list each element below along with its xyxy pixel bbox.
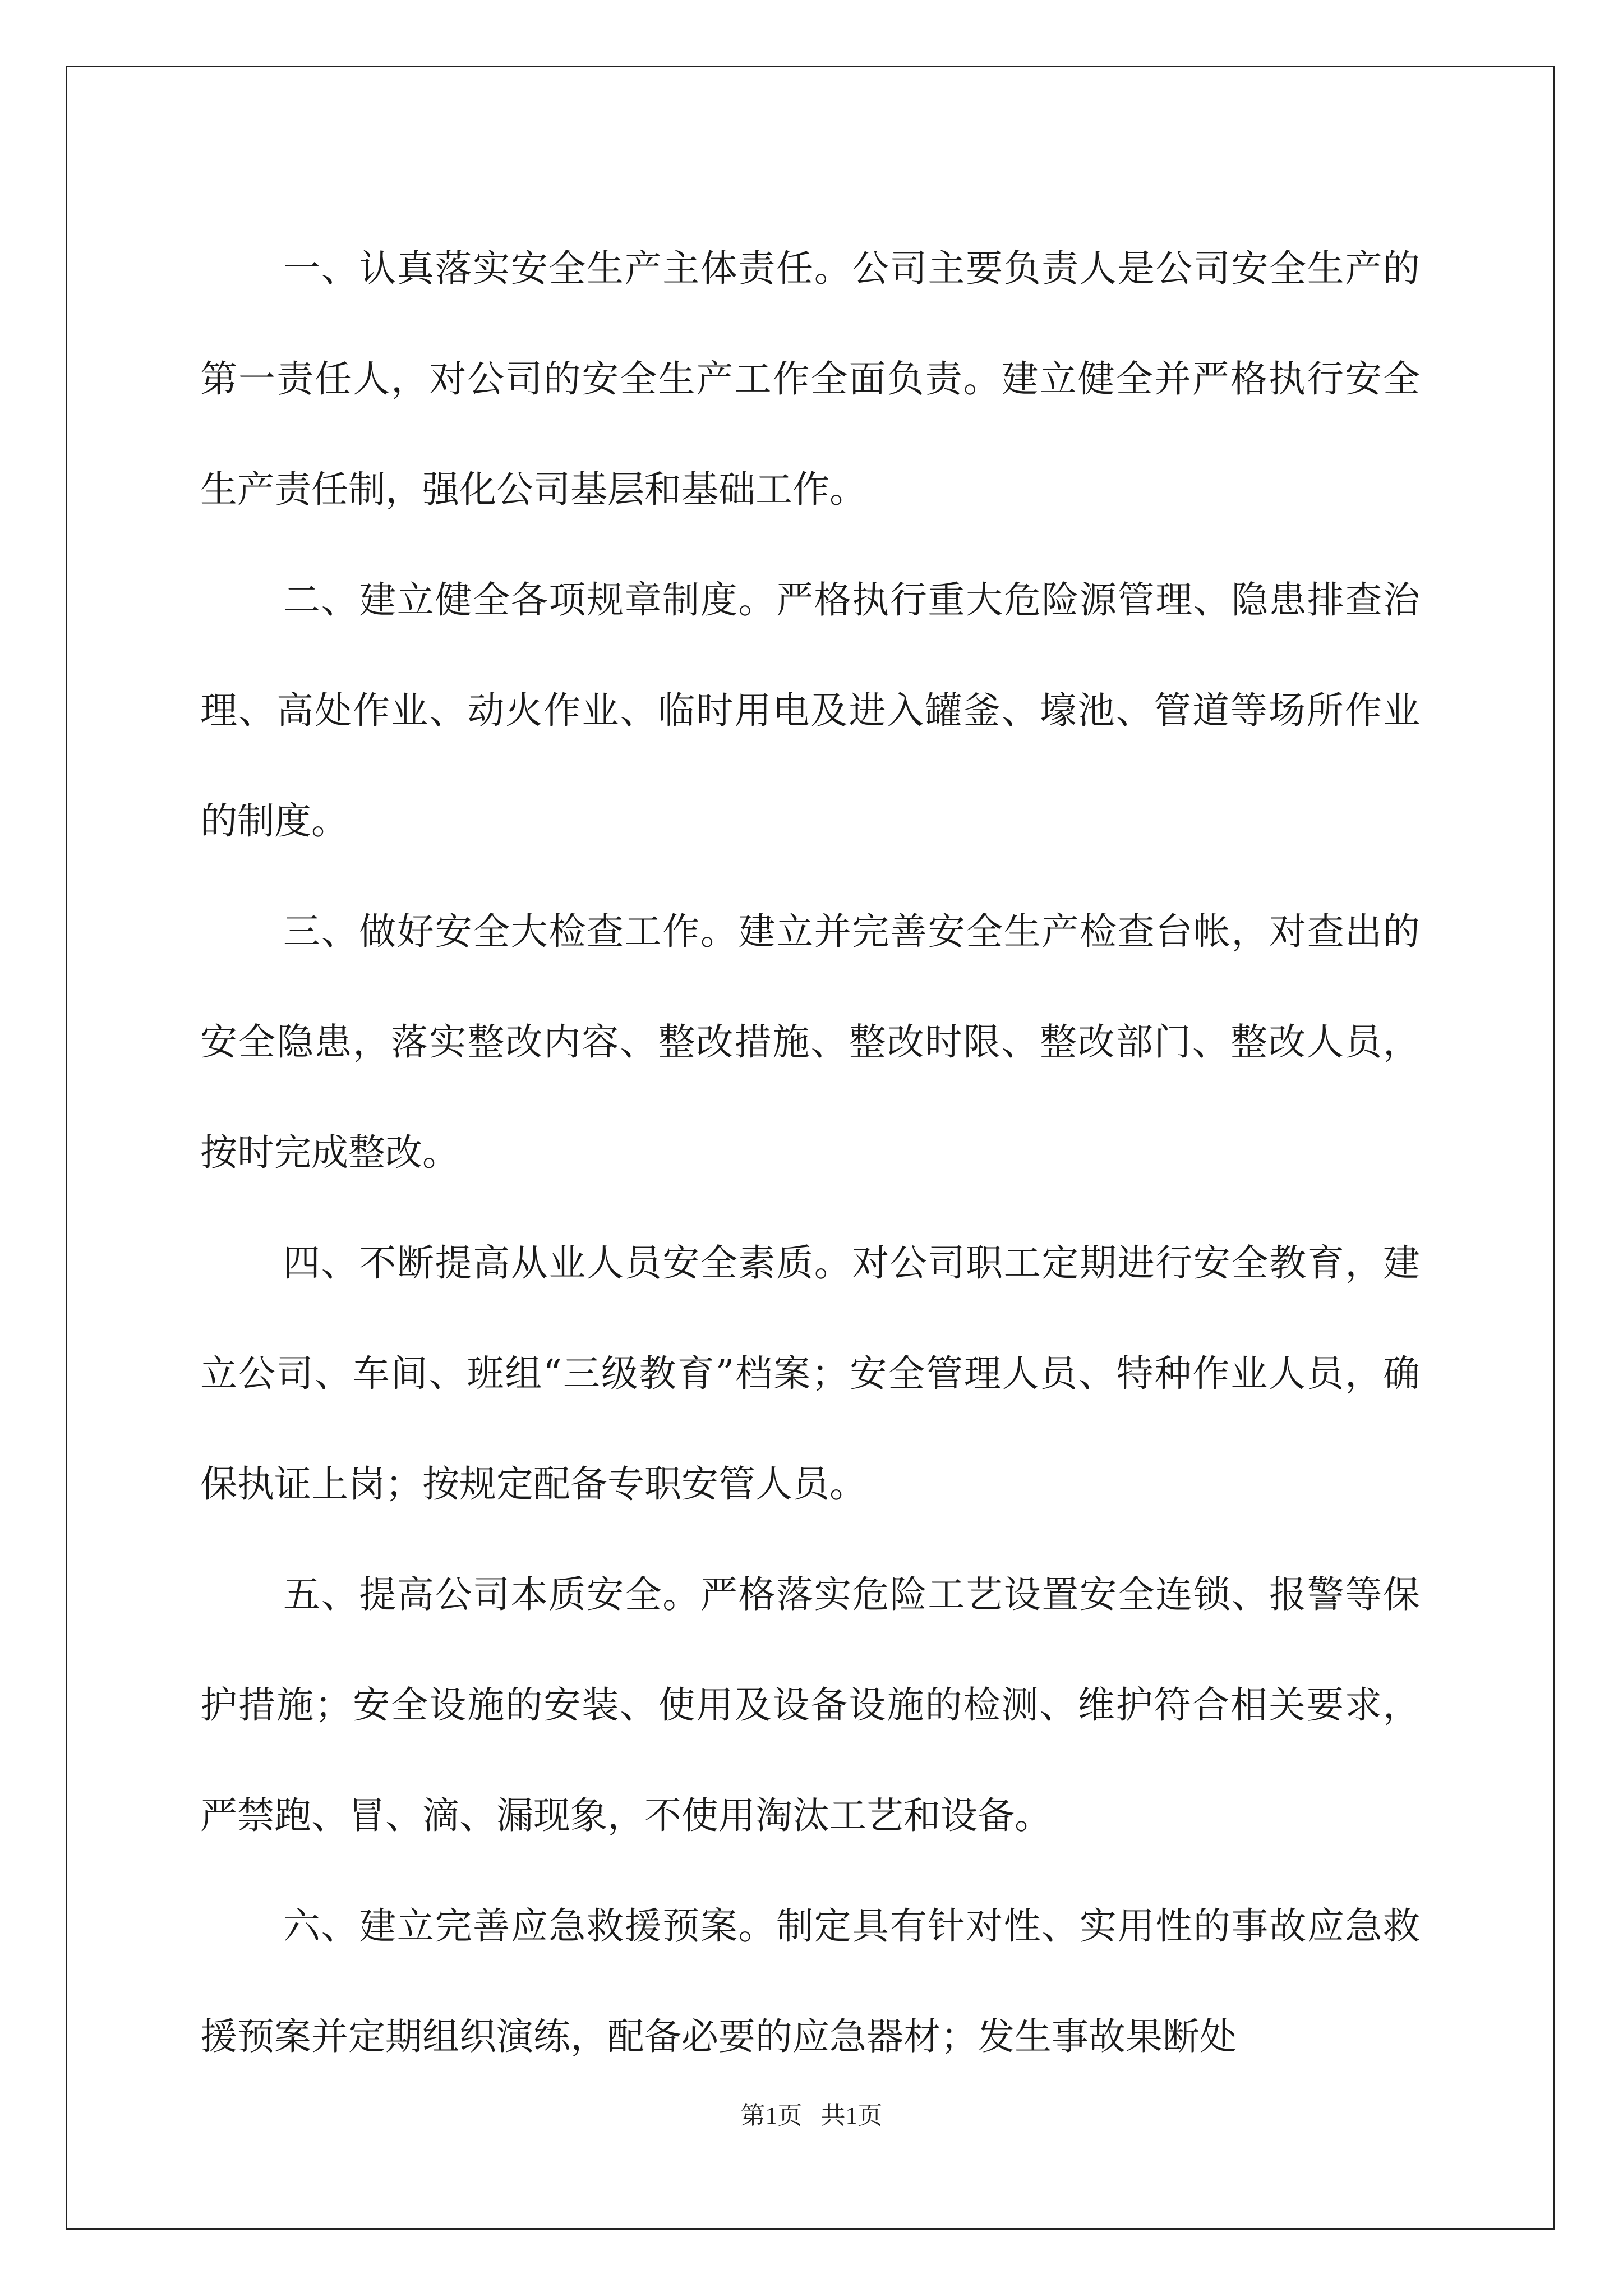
page-footer: 第1页 共1页 <box>740 2102 883 2129</box>
paragraph-1: 一、认真落实安全生产主体责任。公司主要负责人是公司安全生产的第一责任人，对公司的安全生产工作全面负责。建立健全并严格执行安全生产责任制，强化公司基层和基础工作。 <box>200 247 1420 511</box>
paragraph-4: 四、不断提高从业人员安全素质。对公司职工定期进行安全教育，建立公司、车间、班组“三级教育”档案；安全管理人员、特种作业人员，确保执证上岗；按规定配备专职安管人员。 <box>200 1241 1420 1506</box>
paragraph-2: 二、建立健全各项规章制度。严格执行重大危险源管理、隐患排查治理、高处作业、动火作业、临时用电及进入罐釜、壕池、管道等场所作业的制度。 <box>200 578 1420 843</box>
paragraph-5: 五、提高公司本质安全。严格落实危险工艺设置安全连锁、报警等保护措施；安全设施的安装、使用及设备设施的检测、维护符合相关要求，严禁跑、冒、滴、漏现象，不使用淘汰工艺和设备。 <box>200 1573 1420 1837</box>
paragraph-6: 六、建立完善应急救援预案。制定具有针对性、实用性的事故应急救援预案并定期组织演练，配备必要的应急器材；发生事故果断处 <box>200 1904 1420 2058</box>
paragraph-3: 三、做好安全大检查工作。建立并完善安全生产检查台帐，对查出的安全隐患，落实整改内容、整改措施、整改时限、整改部门、整改人员，按时完成整改。 <box>200 910 1420 1174</box>
document-body <box>200 213 1420 2092</box>
